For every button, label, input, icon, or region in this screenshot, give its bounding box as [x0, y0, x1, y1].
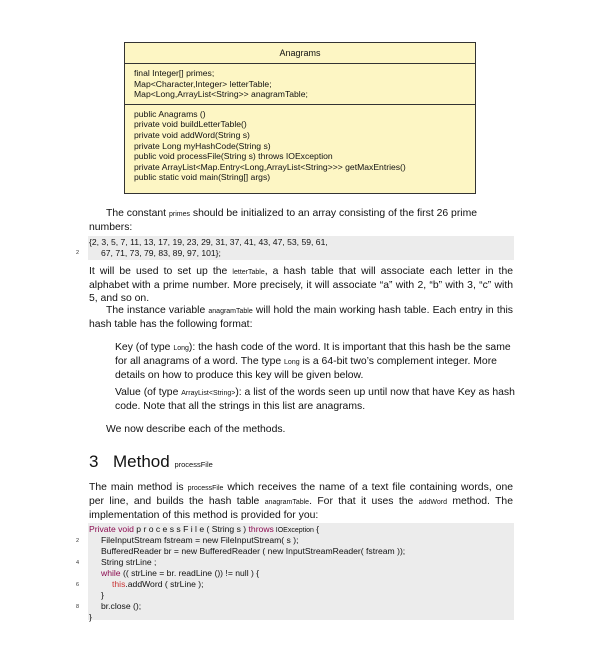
method-get-max-entries: private ArrayList<Map.Entry<Long,ArrayList<String>>> getMaxEntries(): [134, 161, 406, 172]
method-process-file: public void processFile(String s) throws IOException: [134, 151, 333, 162]
inline-code-anagram-table: anagramTable: [208, 308, 253, 315]
class-name: Anagrams: [125, 43, 475, 64]
class-fields: [125, 64, 475, 105]
letter-table-paragraph: It will be used to set up the letterTable, a hash table that will associate each letter in the alphabet with a prime number. More precisely, it will associate “a” with 2, “b” with 3, “c” with 5, and so on.: [89, 266, 514, 304]
code-line-9: }: [89, 612, 92, 622]
section-heading: [89, 452, 213, 472]
field-primes: final Integer[] primes;: [134, 68, 215, 78]
field-letter-table: Map<Character,Integer> letterTable;: [134, 78, 272, 89]
inline-code-add-word: addWord: [418, 499, 447, 506]
key-description: Key (of type Long): the hash code of the word. It is important that this hash be the same for all anagrams of a word. The type Long is a 64-bit two’s complement integer. More details on how to produce this key will be given below.: [115, 342, 511, 381]
inline-code-long: Long: [173, 345, 189, 352]
field-anagram-table: Map<Long,ArrayList<String>> anagramTable;: [134, 89, 308, 100]
section-code: processFile: [174, 460, 213, 469]
code-line-3: BufferedReader br = new BufferedReader ( new InputStreamReader( fstream ));: [101, 546, 406, 556]
method-main: public static void main(String[] args): [134, 172, 271, 183]
line-number: 6: [76, 582, 80, 588]
section-number: 3: [89, 452, 99, 471]
code-line-8: br.close ();: [101, 601, 142, 611]
code-line-2: FileInputStream fstream = new FileInputStream( s );: [101, 535, 299, 545]
method-my-hash-code: private Long myHashCode(String s): [134, 140, 271, 151]
primes-code-line-2: 67, 71, 73, 79, 83, 89, 97, 101};: [101, 248, 221, 258]
primes-code-line-1: {2, 3, 5, 7, 11, 13, 17, 19, 23, 29, 31, 37, 41, 43, 47, 53, 59, 61,: [89, 237, 328, 247]
code-line-1: Private void p r o c e s s F i l e ( String s ) throws IOException {: [89, 524, 320, 534]
process-file-paragraph: The main method is processFile which receives the name of a text file containing words, one per line, and builds the hash table anagramTable. For that it uses the addWord method. The implementation of this method is provided for you:: [89, 482, 513, 521]
class-diagram: [124, 42, 476, 194]
inline-code-primes: primes: [168, 211, 190, 218]
code-line-5: while (( strLine = br. readLine ()) != null ) {: [101, 568, 260, 578]
value-description: Value (of type ArrayList<String>): a list of the words seen up until now that have Key as hash code. Note that all the strings in this list are anagrams.: [115, 387, 515, 412]
anagram-table-paragraph: The instance variable anagramTable will hold the main working hash table. Each entry in this hash table has the following format:: [89, 305, 514, 330]
method-build-letter-table: private void buildLetterTable(): [134, 119, 247, 130]
inline-code-arraylist: ArrayList<String>: [181, 390, 236, 397]
section-title: Method: [113, 452, 175, 471]
line-number: 2: [76, 538, 80, 544]
method-add-word: private void addWord(String s): [134, 129, 250, 140]
class-methods: [125, 105, 475, 183]
code-line-6: this.addWord ( strLine );: [112, 579, 204, 589]
code-line-4: String strLine ;: [101, 557, 157, 567]
inline-code-long-2: Long: [284, 359, 300, 366]
line-number: 4: [76, 560, 80, 566]
line-number: 2: [76, 250, 80, 256]
inline-code-letter-table: letterTable: [232, 269, 265, 276]
methods-intro: We now describe each of the methods.: [106, 424, 286, 435]
inline-code-anagram-table-2: anagramTable: [264, 499, 310, 506]
code-line-7: }: [101, 590, 104, 600]
inline-code-process-file: processFile: [187, 485, 224, 492]
line-number: 8: [76, 604, 80, 610]
method-constructor: public Anagrams (): [134, 108, 206, 119]
primes-paragraph: The constant primes should be initialized to an array consisting of the first 26 prime numbers:: [89, 208, 478, 233]
